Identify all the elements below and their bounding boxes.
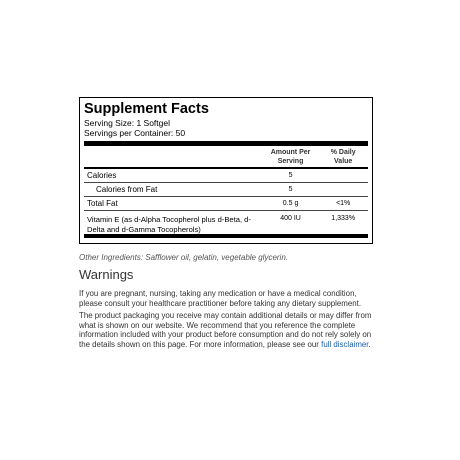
nutrient-name: Total Fat (87, 199, 118, 208)
nutrient-amount: 400 IU (280, 215, 301, 222)
serving-size: Serving Size: 1 Softgel (84, 118, 170, 128)
supplement-facts-panel (79, 97, 373, 244)
daily-value-header (318, 149, 368, 166)
dv-header-line1: % Daily (330, 149, 356, 156)
servings-per-container: Servings per Container: 50 (84, 128, 186, 138)
table-row (84, 197, 368, 211)
full-disclaimer-link[interactable]: full disclaimer (321, 339, 369, 349)
amount-per-serving-header (263, 149, 319, 166)
table-row (84, 183, 368, 197)
nutrient-amount: 5 (288, 172, 293, 179)
facts-header-row (84, 146, 368, 167)
amount-header-line1: Amount Per (270, 149, 311, 156)
disclaimer-end: . (368, 339, 371, 349)
bottom-divider (84, 234, 368, 238)
warnings-text: If you are pregnant, nursing, taking any medication or have a medical condition, please consult your healthcare practitioner before taking any dietary supplement. (79, 289, 362, 308)
table-row (84, 169, 368, 183)
nutrient-dv: 1,333% (331, 215, 356, 222)
nutrient-amount: 0.5 g (282, 200, 299, 207)
other-ingredients: Other Ingredients: Safflower oil, gelatin, vegetable glycerin. (79, 253, 289, 262)
facts-title: Supplement Facts (84, 101, 209, 117)
nutrient-dv: <1% (336, 200, 351, 207)
disclaimer-paragraph (79, 311, 379, 349)
nutrient-amount: 5 (288, 186, 293, 193)
nutrient-name: Vitamin E (as d-Alpha Tocopherol plus d-Beta, d-Delta and d-Gamma Tocopherols) (87, 215, 251, 234)
disclaimer-text: The product packaging you receive may contain additional details or may differ from what is shown on our website. We recommend that you reference the complete information included with your product before consumption and do not rely solely on the details shown on this page. For more information, please see our (79, 311, 372, 349)
nutrient-name: Calories (87, 171, 117, 180)
amount-header-line2: Serving (277, 157, 304, 165)
table-row (84, 211, 368, 234)
warnings-heading: Warnings (79, 267, 134, 282)
dv-header-line2: Value (334, 157, 353, 165)
nutrient-name: Calories from Fat (96, 185, 158, 194)
